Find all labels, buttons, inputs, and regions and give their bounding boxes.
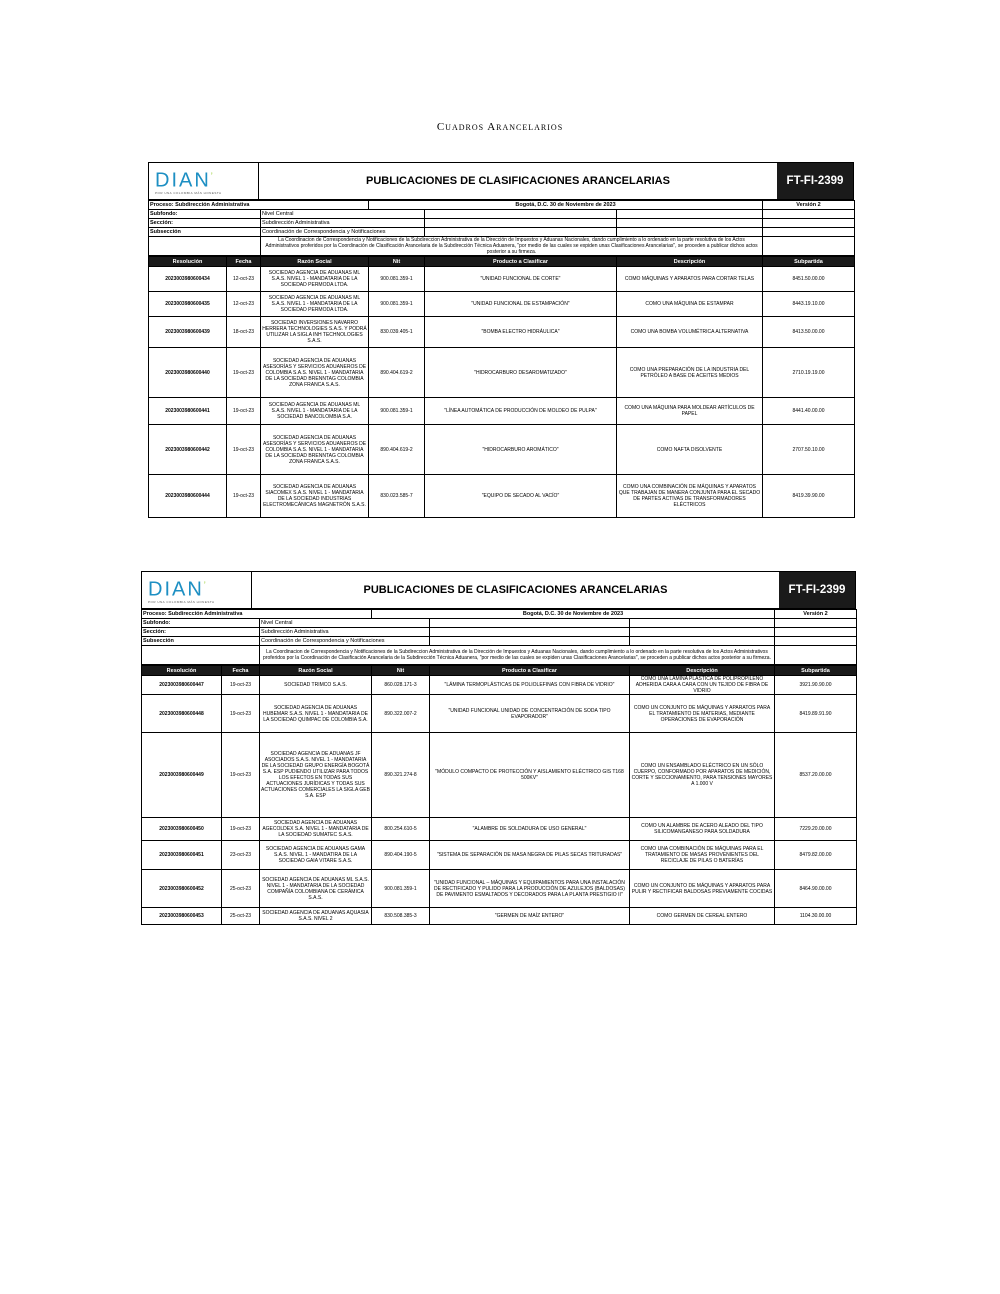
cell-producto: "UNIDAD FUNCIONAL DE ESTAMPACIÓN" (425, 292, 617, 317)
proceso-label: Proceso: Subdirección Administrativa (149, 201, 369, 210)
cell-producto: "UNIDAD FUNCIONAL DE CORTE" (425, 267, 617, 292)
cell-producto: "GERMEN DE MAÍZ ENTERO" (430, 908, 630, 925)
dian-logo: DIAN’ POR UNA COLOMBIA MÁS HONESTA (142, 572, 252, 608)
cell-res: 2023003980600435 (149, 292, 227, 317)
column-header: Descripción (617, 257, 763, 267)
cell-res: 2023003980600440 (149, 348, 227, 398)
cell-nit: 860.028.171-3 (372, 676, 430, 695)
form-header (148, 162, 854, 200)
cell-desc: COMO UNA BOMBA VOLUMÉTRICA ALTERNATIVA (617, 317, 763, 348)
cell-razon: SOCIEDAD AGENCIA DE ADUANAS ASESORÍAS Y SERVICIOS ADUANEROS DE COLOMBIA S.A.S. NIVEL 1 - MANDATARIA DE LA SOCIEDAD BRENNTAG COLOMBIA ZONA FRANCA S.A.S. (261, 425, 369, 475)
cell-fecha: 25-oct-23 (222, 870, 260, 908)
cell-producto: "BOMBA ELECTRO HIDRÁULICA" (425, 317, 617, 348)
proceso-label: Proceso: Subdirección Administrativa (142, 610, 372, 619)
column-header: Fecha (222, 666, 260, 676)
version-label: Versión 2 (763, 201, 855, 210)
cell-sub: 2710.19.19.00 (763, 348, 855, 398)
cell-desc: COMO UNA MÁQUINA DE ESTAMPAR (617, 292, 763, 317)
cell-producto: "MÓDULO COMPACTO DE PROTECCIÓN Y AISLAMIENTO ELÉCTRICO GIS T168 500KV" (430, 733, 630, 818)
publication-table-1 (148, 162, 854, 518)
cell-res: 2023003980600441 (149, 398, 227, 425)
cell-res: 2023003980600442 (149, 425, 227, 475)
cell-producto: "UNIDAD FUNCIONAL – MÁQUINAS Y EQUIPAMIENTOS PARA UNA INSTALACIÓN DE RECTIFICADO Y PULIDO PARA LA PRODUCCIÓN DE AZULEJOS (BALDOSAS) DE PAVIMENTO ESMALTADOS Y DECORADOS PARA LA PLANTA PRESTIGIO II" (430, 870, 630, 908)
cell-producto: "LÍNEA AUTOMÁTICA DE PRODUCCIÓN DE MOLDEO DE PULPA" (425, 398, 617, 425)
cell-sub: 8451.50.00.00 (763, 267, 855, 292)
cell-producto: "SISTEMA DE SEPARACIÓN DE MASA NEGRA DE PILAS SECAS TRITURADAS" (430, 841, 630, 870)
subfondo-label: Subfondo: (142, 619, 260, 628)
cell-nit: 900.081.359-1 (369, 292, 425, 317)
cell-producto: "HIDROCARBURO AROMÁTICO" (425, 425, 617, 475)
column-header: Producto a Clasificar (425, 257, 617, 267)
cell-sub: 8537.20.00.00 (775, 733, 857, 818)
cell-razon: SOCIEDAD AGENCIA DE ADUANAS SIACOMEX S.A.S. NIVEL 1 - MANDATARIA DE LA SOCIEDAD INDUSTRIAS ELECTROMECÁNICAS MAGNETRÓN S.A.S. (261, 475, 369, 518)
cell-nit: 830.023.585-7 (369, 475, 425, 518)
cell-sub: 2707.50.10.00 (763, 425, 855, 475)
cell-razon: SOCIEDAD TRIMCO S.A.S. (260, 676, 372, 695)
table-row (142, 870, 857, 908)
seccion-value: Subdirección Administrativa (260, 628, 430, 637)
dian-logo: DIAN’ POR UNA COLOMBIA MÁS HONESTA (149, 163, 259, 199)
cell-nit: 800.254.610-5 (372, 818, 430, 841)
cell-desc: COMO MÁQUINAS Y APARATOS PARA CORTAR TELAS (617, 267, 763, 292)
column-header: Razón Social (260, 666, 372, 676)
subfondo-label: Subfondo: (149, 210, 261, 219)
data-table (141, 665, 857, 925)
logo-word: DIAN (155, 169, 211, 192)
table-row (149, 292, 855, 317)
cell-sub: 8419.39.90.00 (763, 475, 855, 518)
data-table (148, 256, 855, 518)
logo-word: DIAN (148, 578, 204, 601)
table-row (149, 398, 855, 425)
table-row (149, 267, 855, 292)
form-code: FT-FI-2399 (779, 572, 855, 608)
cell-fecha: 12-oct-23 (227, 267, 261, 292)
cell-fecha: 12-oct-23 (227, 292, 261, 317)
cell-sub: 8441.40.00.00 (763, 398, 855, 425)
cell-razon: SOCIEDAD AGENCIA DE ADUANAS HUBEMAR S.A.S. NIVEL 1 - MANDATARIA DE LA SOCIEDAD QUIMPAC DE COLOMBIA S.A. (260, 695, 372, 733)
cell-fecha: 19-oct-23 (227, 348, 261, 398)
cell-razon: SOCIEDAD AGENCIA DE ADUANAS JF ASOCIADOS S.A.S. NIVEL 1 - MANDATARIA DE LA SOCIEDAD GRUPO ENERGÍA BOGOTÁ S.A. ESP PUDIENDO UTILIZAR PARA TODOS LOS EFECTOS EN TODAS SUS ACTUACIONES JURÍDICAS Y TODAS SUS ACTUACIONES COMERCIALES LA SIGLA GEB S.A. ESP (260, 733, 372, 818)
cell-res: 2023003980600449 (142, 733, 222, 818)
cell-res: 2023003980600448 (142, 695, 222, 733)
subseccion-value: Coordinación de Correspondencia y Notificaciones (261, 228, 425, 237)
intro-text: La Coordinacion de Correspondencia y Notificaciones de la Subdireccion Administrativa de la Dirección de Impuestos y Aduanas Nacionales, dando cumplimiento a lo ordenado en la parte resolutiva de los Actos Administrativos proferidos por la Coordinación de Clasificación Arancelaria de la Subdirección Técnica Aduanera, "por medio de las cuales se expiden unas Clasificaciones Arancelarias", se proceden a publicar dichos actos posterior a su firmeza. (260, 646, 775, 665)
cell-nit: 890.321.274-8 (372, 733, 430, 818)
column-header: Nit (369, 257, 425, 267)
cell-razon: SOCIEDAD AGENCIA DE ADUANAS ML S.A.S. NIVEL 1 - MANDATARIA DE LA SOCIEDAD COMPAÑÍA COLOMBIANA DE CERÁMICA S.A.S. (260, 870, 372, 908)
version-label: Versión 2 (775, 610, 857, 619)
cell-sub: 7229.20.00.00 (775, 818, 857, 841)
cell-desc: COMO UNA COMBINACIÓN DE MÁQUINAS Y APARATOS QUE TRABAJAN DE MANERA CONJUNTA PARA EL SECADO DE PARTES ACTIVAS DE TRANSFORMADORES ELÉCTRICOS (617, 475, 763, 518)
cell-razon: SOCIEDAD AGENCIA DE ADUANAS ASESORÍAS Y SERVICIOS ADUANEROS DE COLOMBIA S.A.S. NIVEL 1 - MANDATARIA DE LA SOCIEDAD BRENNTAG COLOMBIA ZONA FRANCA S.A.S. (261, 348, 369, 398)
table-row (142, 733, 857, 818)
form-title: PUBLICACIONES DE CLASIFICACIONES ARANCELARIAS (363, 584, 668, 596)
column-header: Subpartida (775, 666, 857, 676)
cell-nit: 890.322.007-2 (372, 695, 430, 733)
cell-nit: 900.081.359-1 (372, 870, 430, 908)
cell-producto: "ALAMBRE DE SOLDADURA DE USO GENERAL" (430, 818, 630, 841)
cell-desc: COMO UNA COMBINACIÓN DE MÁQUINAS PARA EL TRATAMIENTO DE MASAS PROVENIENTES DEL RECICLAJE DE PILAS O BATERÍAS (630, 841, 775, 870)
cell-fecha: 19-oct-23 (222, 695, 260, 733)
subseccion-value: Coordinación de Correspondencia y Notificaciones (260, 637, 430, 646)
cell-res: 2023003980600434 (149, 267, 227, 292)
table-row (142, 676, 857, 695)
cell-fecha: 18-oct-23 (227, 317, 261, 348)
cell-nit: 830.039.405-1 (369, 317, 425, 348)
seccion-value: Subdirección Administrativa (261, 219, 425, 228)
cell-sub: 1104.30.00.00 (775, 908, 857, 925)
cell-desc: COMO UN CONJUNTO DE MÁQUINAS Y APARATOS PARA PULIR Y RECTIFICAR BALDOSAS PREVIAMENTE COCIDAS (630, 870, 775, 908)
cell-res: 2023003980600447 (142, 676, 222, 695)
cell-producto: "HIDROCARBURO DESAROMATIZADO" (425, 348, 617, 398)
table-row (142, 908, 857, 925)
cell-desc: COMO UN ALAMBRE DE ACERO ALEADO DEL TIPO SILICOMANGANESO PARA SOLDADURA (630, 818, 775, 841)
cell-nit: 890.404.619-2 (369, 425, 425, 475)
logo-slogan: POR UNA COLOMBIA MÁS HONESTA (155, 191, 222, 196)
subfondo-value: Nivel Central (260, 619, 430, 628)
page-header: Cuadros Arancelarios (436, 121, 564, 133)
fecha-lugar: Bogotá, D.C. 30 de Noviembre de 2023 (372, 610, 775, 619)
subseccion-label: Subsección (142, 637, 260, 646)
cell-fecha: 25-oct-23 (222, 908, 260, 925)
cell-nit: 830.508.385-3 (372, 908, 430, 925)
cell-sub: 8413.50.00.00 (763, 317, 855, 348)
table-row (149, 475, 855, 518)
cell-razon: SOCIEDAD INVERSIONES NAVARRO HERRERA TECHNOLOGIES S.A.S. Y PODRÁ UTILIZAR LA SIGLA INH TECHNOLOGIES S.A.S. (261, 317, 369, 348)
cell-razon: SOCIEDAD AGENCIA DE ADUANAS ML S.A.S. NIVEL 1 - MANDATARIA DE LA SOCIEDAD PERMODA LTDA. (261, 292, 369, 317)
form-code: FT-FI-2399 (777, 163, 853, 199)
cell-desc: COMO UNA LÁMINA PLÁSTICA DE POLIPROPILENO ADHERIDA CARA A CARA CON UN TEJIDO DE FIBRA DE VIDRIO (630, 676, 775, 695)
cell-nit: 890.404.190-5 (372, 841, 430, 870)
cell-sub: 8464.90.00.00 (775, 870, 857, 908)
form-header (141, 571, 856, 609)
column-header: Subpartida (763, 257, 855, 267)
cell-desc: COMO NAFTA DISOLVENTE (617, 425, 763, 475)
cell-fecha: 19-oct-23 (222, 818, 260, 841)
cell-res: 2023003980600452 (142, 870, 222, 908)
column-header: Resolución (149, 257, 227, 267)
cell-razon: SOCIEDAD AGENCIA DE ADUANAS AQUASIA S.A.S. NIVEL 2 (260, 908, 372, 925)
cell-res: 2023003980600453 (142, 908, 222, 925)
subfondo-value: Nivel Central (261, 210, 425, 219)
cell-res: 2023003980600444 (149, 475, 227, 518)
column-header: Producto a Clasificar (430, 666, 630, 676)
meta-table (148, 200, 855, 256)
cell-fecha: 19-oct-23 (222, 676, 260, 695)
cell-nit: 900.081.359-1 (369, 398, 425, 425)
cell-desc: COMO GERMEN DE CEREAL ENTERO (630, 908, 775, 925)
seccion-label: Sección: (149, 219, 261, 228)
column-header: Resolución (142, 666, 222, 676)
cell-desc: COMO UN ENSAMBLADO ELÉCTRICO EN UN SÓLO CUERPO, CONFORMADO POR APARATOS DE MEDICIÓN, CORTE Y SECCIONAMIENTO, PARA TENSIONES MAYORES A 1.000 V (630, 733, 775, 818)
cell-sub: 8443.19.10.00 (763, 292, 855, 317)
cell-producto: "UNIDAD FUNCIONAL UNIDAD DE CONCENTRACIÓN DE SODA TIPO EVAPORADOR" (430, 695, 630, 733)
table-row (149, 317, 855, 348)
subseccion-label: Subsección (149, 228, 261, 237)
form-title: PUBLICACIONES DE CLASIFICACIONES ARANCELARIAS (366, 175, 670, 187)
cell-nit: 890.404.619-2 (369, 348, 425, 398)
cell-res: 2023003980600450 (142, 818, 222, 841)
logo-slogan: POR UNA COLOMBIA MÁS HONESTA (148, 600, 215, 605)
cell-sub: 8419.89.91.90 (775, 695, 857, 733)
table-row (149, 425, 855, 475)
table-row (149, 348, 855, 398)
publication-table-2 (141, 571, 856, 925)
cell-desc: COMO UN CONJUNTO DE MÁQUINAS Y APARATOS PARA EL TRATAMIENTO DE MATERIAS, MEDIANTE OPERACIONES DE EVAPORACIÓN (630, 695, 775, 733)
column-header: Razón Social (261, 257, 369, 267)
cell-res: 2023003980600451 (142, 841, 222, 870)
cell-fecha: 19-oct-23 (222, 733, 260, 818)
cell-desc: COMO UNA PREPARACIÓN DE LA INDUSTRIA DEL PETRÓLEO A BASE DE ACEITES MEDIOS (617, 348, 763, 398)
cell-fecha: 19-oct-23 (227, 398, 261, 425)
cell-fecha: 23-oct-23 (222, 841, 260, 870)
cell-sub: 3921.90.90.00 (775, 676, 857, 695)
intro-text: La Coordinacion de Correspondencia y Notificaciones de la Subdireccion Administrativa de la Dirección de Impuestos y Aduanas Nacionales, dando cumplimiento a lo ordenado en la parte resolutiva de los Actos Administrativos proferidos por la Coordinación de Clasificación Arancelaria de la Subdirección Técnica Aduanera, "por medio de las cuales se expiden unas Clasificaciones Arancelarias", se proceden a publicar dichos actos posterior a su firmeza. (261, 237, 763, 256)
table-row (142, 695, 857, 733)
cell-producto: "EQUIPO DE SECADO AL VACÍO" (425, 475, 617, 518)
cell-res: 2023003980600439 (149, 317, 227, 348)
seccion-label: Sección: (142, 628, 260, 637)
column-header: Nit (372, 666, 430, 676)
column-header: Fecha (227, 257, 261, 267)
cell-producto: "LÁMINA TERMOPLÁSTICAS DE POLIOLEFINAS CON FIBRA DE VIDRIO" (430, 676, 630, 695)
cell-desc: COMO UNA MÁQUINA PARA MOLDEAR ARTÍCULOS DE PAPEL (617, 398, 763, 425)
table-row (142, 818, 857, 841)
table-row (142, 841, 857, 870)
cell-razon: SOCIEDAD AGENCIA DE ADUANAS GAMA S.A.S. NIVEL 1 - MANDATIRA DE LA SOCIEDAD GAIA VITARE S.A.S. (260, 841, 372, 870)
cell-razon: SOCIEDAD AGENCIA DE ADUANAS ML S.A.S. NIVEL 1 - MANDATARIA DE LA SOCIEDAD BANCOLOMBIA S.A. (261, 398, 369, 425)
cell-fecha: 19-oct-23 (227, 425, 261, 475)
cell-razon: SOCIEDAD AGENCIA DE ADUANAS ML S.A.S. NIVEL 1 - MANDATARIA DE LA SOCIEDAD PERMODA LTDA. (261, 267, 369, 292)
cell-razon: SOCIEDAD AGENCIA DE ADUANAS AGECOLDEX S.A. NIVEL 1 - MANDATARIA DE LA SOCIEDAD SUMATEC S.A.S. (260, 818, 372, 841)
fecha-lugar: Bogotá, D.C. 30 de Noviembre de 2023 (369, 201, 763, 210)
meta-table (141, 609, 857, 665)
cell-fecha: 19-oct-23 (227, 475, 261, 518)
cell-nit: 900.081.359-1 (369, 267, 425, 292)
cell-sub: 8479.82.00.00 (775, 841, 857, 870)
column-header: Descripción (630, 666, 775, 676)
